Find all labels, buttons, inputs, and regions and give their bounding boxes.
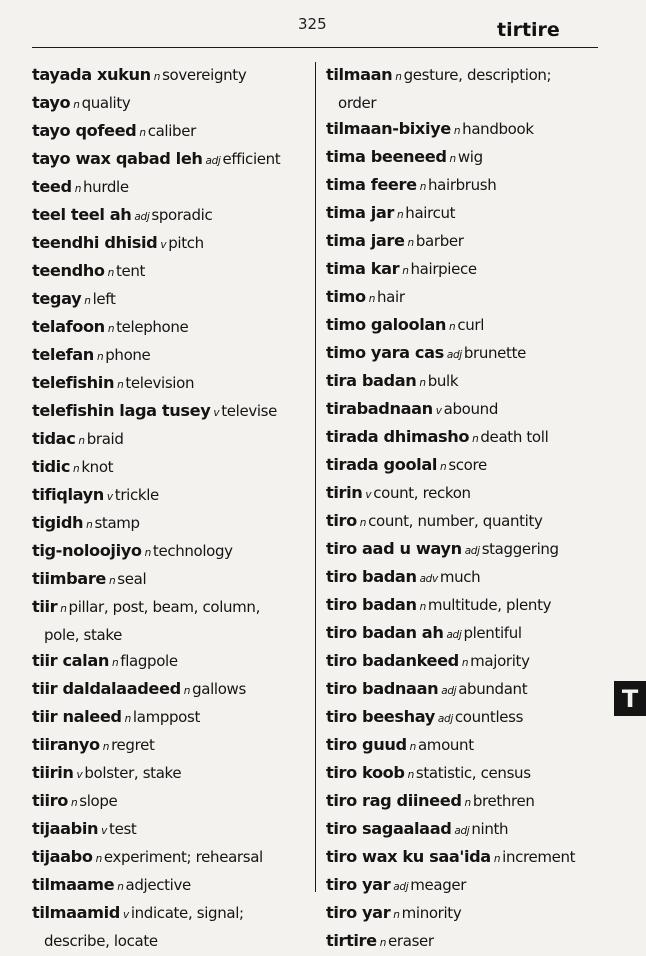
headword: tiro badan <box>326 567 417 586</box>
part-of-speech: n <box>73 99 80 111</box>
part-of-speech: n <box>449 153 456 165</box>
part-of-speech: n <box>472 433 479 445</box>
definition: majority <box>470 652 530 670</box>
dictionary-entry <box>32 90 312 118</box>
left-column <box>32 62 312 954</box>
definition: count, number, quantity <box>368 512 543 530</box>
part-of-speech: adj <box>464 545 480 557</box>
part-of-speech: adj <box>393 881 409 893</box>
definition: pillar, post, beam, column, <box>68 598 261 616</box>
dictionary-entry <box>32 370 312 398</box>
dictionary-entry <box>32 482 312 510</box>
headword: tima feere <box>326 175 417 194</box>
part-of-speech: n <box>74 183 81 195</box>
part-of-speech: n <box>395 71 402 83</box>
headword: tirabadnaan <box>326 399 433 418</box>
part-of-speech: n <box>183 685 191 697</box>
headword: tifiqlayn <box>32 485 104 504</box>
dictionary-entry <box>32 594 312 648</box>
headword: tirada dhimasho <box>326 427 470 446</box>
dictionary-entry <box>326 396 604 424</box>
headword: tilmaamid <box>32 903 120 922</box>
definition: flagpole <box>120 652 178 670</box>
part-of-speech: n <box>419 181 426 193</box>
part-of-speech: adj <box>205 155 221 167</box>
part-of-speech: n <box>96 351 104 363</box>
part-of-speech: n <box>407 769 414 781</box>
headword: tiir naleed <box>32 707 122 726</box>
dictionary-entry <box>32 844 312 872</box>
headword: tiro yar <box>326 875 391 894</box>
part-of-speech: v <box>106 491 113 503</box>
headword: tima kar <box>326 259 400 278</box>
definition: experiment; rehearsal <box>103 848 263 866</box>
part-of-speech: n <box>107 323 115 335</box>
headword: tira badan <box>326 371 417 390</box>
headword: tig-noloojiyo <box>32 541 142 560</box>
headword: tiro beeshay <box>326 707 435 726</box>
dictionary-entry <box>32 704 312 732</box>
definition: much <box>439 568 481 586</box>
definition: regret <box>111 736 155 754</box>
definition: braid <box>86 430 124 448</box>
dictionary-entry <box>326 284 604 312</box>
definition: sporadic <box>151 206 213 224</box>
headword: timo yara cas <box>326 343 444 362</box>
dictionary-entry <box>32 510 312 538</box>
part-of-speech: n <box>453 125 461 137</box>
dictionary-entry <box>326 116 604 144</box>
headword: tima beeneed <box>326 147 447 166</box>
definition: test <box>109 820 137 838</box>
dictionary-entry <box>326 592 604 620</box>
part-of-speech: n <box>409 741 416 753</box>
part-of-speech: n <box>393 909 400 921</box>
part-of-speech: n <box>95 853 102 865</box>
dictionary-entry <box>326 844 604 872</box>
part-of-speech: n <box>111 657 119 669</box>
definition: caliber <box>147 122 196 140</box>
dictionary-entry <box>326 732 604 760</box>
headword: telefishin <box>32 373 115 392</box>
right-column <box>326 62 604 956</box>
definition: hairpiece <box>410 260 477 278</box>
headword: teel teel ah <box>32 205 132 224</box>
headword: telefishin laga tusey <box>32 401 211 420</box>
dictionary-entry <box>32 788 312 816</box>
definition: abound <box>443 400 498 418</box>
headword: tiro sagaalaad <box>326 819 452 838</box>
definition: stamp <box>94 514 140 532</box>
dictionary-entry <box>326 172 604 200</box>
part-of-speech: n <box>368 293 375 305</box>
headword: tiro yar <box>326 903 391 922</box>
definition: staggering <box>481 540 559 558</box>
headword: tayada xukun <box>32 65 151 84</box>
definition: quality <box>81 94 131 112</box>
dictionary-entry <box>32 342 312 370</box>
dictionary-entry <box>326 536 604 564</box>
headword: tiro badankeed <box>326 651 459 670</box>
part-of-speech: n <box>70 797 78 809</box>
part-of-speech: adj <box>446 629 462 641</box>
definition: technology <box>152 542 233 560</box>
dictionary-entry <box>326 228 604 256</box>
headword: tirin <box>326 483 363 502</box>
dictionary-entry <box>32 398 312 426</box>
dictionary-entry <box>32 872 312 900</box>
dictionary-entry <box>326 144 604 172</box>
dictionary-entry <box>326 200 604 228</box>
part-of-speech: n <box>117 881 124 893</box>
part-of-speech: v <box>122 909 129 921</box>
part-of-speech: adj <box>446 349 462 361</box>
headword: tijaabo <box>32 847 93 866</box>
definition: bolster, stake <box>84 764 182 782</box>
headword: tiir calan <box>32 651 109 670</box>
definition: seal <box>117 570 147 588</box>
definition: hairbrush <box>428 176 497 194</box>
definition: wig <box>457 148 483 166</box>
definition: bulk <box>427 372 459 390</box>
headword: tiro wax ku saa'ida <box>326 847 491 866</box>
dictionary-entry <box>32 202 312 230</box>
headword: tima jare <box>326 231 405 250</box>
dictionary-entry <box>32 426 312 454</box>
part-of-speech: n <box>402 265 409 277</box>
dictionary-entry <box>32 314 312 342</box>
part-of-speech: adj <box>437 713 453 725</box>
definition: television <box>125 374 195 392</box>
definition: barber <box>415 232 464 250</box>
headword: tiiro <box>32 791 68 810</box>
dictionary-entry <box>32 146 312 174</box>
headword: tiro badnaan <box>326 679 439 698</box>
dictionary-entry <box>326 900 604 928</box>
part-of-speech: adv <box>419 573 438 585</box>
dictionary-entry <box>326 256 604 284</box>
headword: tijaabin <box>32 819 99 838</box>
definition: meager <box>410 876 467 894</box>
definition: lamppost <box>132 708 201 726</box>
dictionary-entry <box>326 648 604 676</box>
part-of-speech: n <box>396 209 404 221</box>
headword: tiiranyo <box>32 735 100 754</box>
definition: slope <box>79 792 118 810</box>
part-of-speech: adj <box>134 211 150 223</box>
part-of-speech: n <box>449 321 456 333</box>
part-of-speech: n <box>86 519 93 531</box>
dictionary-entry <box>326 676 604 704</box>
definition: adjective <box>125 876 191 894</box>
headword: timo galoolan <box>326 315 447 334</box>
definition: plentiful <box>463 624 522 642</box>
part-of-speech: n <box>419 377 426 389</box>
part-of-speech: n <box>78 435 85 447</box>
definition-continuation: describe, locate <box>44 932 158 950</box>
definition: knot <box>81 458 114 476</box>
headword: tima jar <box>326 203 394 222</box>
headword: tiro koob <box>326 763 405 782</box>
dictionary-entry <box>32 566 312 594</box>
headword: tayo qofeed <box>32 121 137 140</box>
definition: sovereignty <box>162 66 247 84</box>
definition: tent <box>115 262 146 280</box>
dictionary-entry <box>32 676 312 704</box>
running-head: tirtire <box>497 19 560 41</box>
definition: televise <box>221 402 278 420</box>
part-of-speech: n <box>107 267 114 279</box>
headword: tidic <box>32 457 71 476</box>
definition: gallows <box>192 680 246 698</box>
headword: tiimbare <box>32 569 106 588</box>
part-of-speech: adj <box>441 685 457 697</box>
part-of-speech: n <box>493 853 501 865</box>
part-of-speech: n <box>407 237 414 249</box>
dictionary-entry <box>32 732 312 760</box>
headword: tilmaame <box>32 875 115 894</box>
dictionary-entry <box>32 286 312 314</box>
dictionary-entry <box>326 564 604 592</box>
dictionary-entry <box>326 480 604 508</box>
definition: left <box>92 290 116 308</box>
dictionary-entry <box>32 258 312 286</box>
headword: telafoon <box>32 317 105 336</box>
dictionary-entry <box>32 230 312 258</box>
definition: count, reckon <box>373 484 471 502</box>
headword: tiro badan ah <box>326 623 444 642</box>
thumb-index-tab: T <box>614 681 646 716</box>
definition: countless <box>454 708 524 726</box>
definition: gesture, description; <box>403 66 552 84</box>
dictionary-entry <box>32 648 312 676</box>
dictionary-entry <box>32 760 312 788</box>
headword: timo <box>326 287 366 306</box>
headword: tigidh <box>32 513 84 532</box>
dictionary-entry <box>326 368 604 396</box>
definition: abundant <box>458 680 528 698</box>
part-of-speech: n <box>60 603 67 615</box>
part-of-speech: v <box>435 405 442 417</box>
part-of-speech: v <box>101 825 108 837</box>
part-of-speech: adj <box>454 825 470 837</box>
part-of-speech: n <box>102 741 110 753</box>
dictionary-entry <box>326 340 604 368</box>
page-number: 325 <box>298 15 327 33</box>
part-of-speech: n <box>139 127 146 139</box>
part-of-speech: n <box>84 295 91 307</box>
definition: indicate, signal; <box>130 904 244 922</box>
dictionary-entry <box>326 424 604 452</box>
headword: tiro guud <box>326 735 407 754</box>
dictionary-entry <box>326 620 604 648</box>
part-of-speech: v <box>76 769 83 781</box>
part-of-speech: v <box>160 239 167 251</box>
headword: tiir daldalaadeed <box>32 679 181 698</box>
definition: telephone <box>116 318 189 336</box>
headword: tirtire <box>326 931 377 950</box>
headword: tiro <box>326 511 357 530</box>
definition: brethren <box>472 792 535 810</box>
dictionary-entry <box>32 118 312 146</box>
part-of-speech: n <box>464 797 471 809</box>
part-of-speech: n <box>461 657 469 669</box>
dictionary-entry <box>326 928 604 956</box>
definition-continuation: pole, stake <box>44 626 123 644</box>
part-of-speech: n <box>440 461 447 473</box>
part-of-speech: v <box>213 407 220 419</box>
headword: tiro rag diineed <box>326 791 462 810</box>
dictionary-entry <box>326 508 604 536</box>
definition: ninth <box>471 820 509 838</box>
dictionary-entry <box>326 704 604 732</box>
headword: tiirin <box>32 763 74 782</box>
part-of-speech: n <box>124 713 131 725</box>
headword: teendhi dhisid <box>32 233 158 252</box>
headword: tiro badan <box>326 595 417 614</box>
definition: increment <box>502 848 576 866</box>
dictionary-entry <box>326 452 604 480</box>
headword: tayo wax qabad leh <box>32 149 203 168</box>
dictionary-entry <box>32 62 312 90</box>
part-of-speech: n <box>359 517 367 529</box>
definition: score <box>448 456 487 474</box>
headword: telefan <box>32 345 94 364</box>
definition: efficient <box>222 150 281 168</box>
definition: handbook <box>462 120 534 138</box>
definition: multitude, plenty <box>427 596 552 614</box>
headword: tegay <box>32 289 82 308</box>
dictionary-entry <box>32 900 312 954</box>
dictionary-entry <box>32 454 312 482</box>
column-rule <box>315 62 316 892</box>
definition-continuation: order <box>338 94 377 112</box>
definition: pitch <box>168 234 204 252</box>
header-rule <box>32 47 598 48</box>
headword: tilmaan <box>326 65 393 84</box>
dictionary-entry <box>32 816 312 844</box>
dictionary-entry <box>326 872 604 900</box>
part-of-speech: n <box>108 575 116 587</box>
dictionary-entry <box>32 538 312 566</box>
headword: tiro aad u wayn <box>326 539 462 558</box>
headword: tiir <box>32 597 58 616</box>
dictionary-entry <box>32 174 312 202</box>
definition: haircut <box>405 204 456 222</box>
definition: hair <box>377 288 405 306</box>
dictionary-entry <box>326 760 604 788</box>
dictionary-entry <box>326 312 604 340</box>
headword: tirada goolal <box>326 455 437 474</box>
definition: amount <box>417 736 474 754</box>
headword: teendho <box>32 261 105 280</box>
definition: death toll <box>480 428 549 446</box>
part-of-speech: n <box>144 547 151 559</box>
headword: tilmaan-bixiye <box>326 119 451 138</box>
definition: statistic, census <box>415 764 531 782</box>
part-of-speech: v <box>365 489 372 501</box>
part-of-speech: n <box>153 71 161 83</box>
definition: trickle <box>114 486 159 504</box>
definition: curl <box>457 316 485 334</box>
part-of-speech: n <box>419 601 426 613</box>
headword: tidac <box>32 429 76 448</box>
definition: hurdle <box>83 178 129 196</box>
definition: minority <box>401 904 462 922</box>
part-of-speech: n <box>73 463 80 475</box>
part-of-speech: n <box>379 937 387 949</box>
headword: teed <box>32 177 72 196</box>
part-of-speech: n <box>117 379 124 391</box>
headword: tayo <box>32 93 71 112</box>
definition: brunette <box>463 344 526 362</box>
dictionary-entry <box>326 816 604 844</box>
definition: phone <box>105 346 151 364</box>
dictionary-entry <box>326 62 604 116</box>
definition: eraser <box>388 932 434 950</box>
dictionary-entry <box>326 788 604 816</box>
